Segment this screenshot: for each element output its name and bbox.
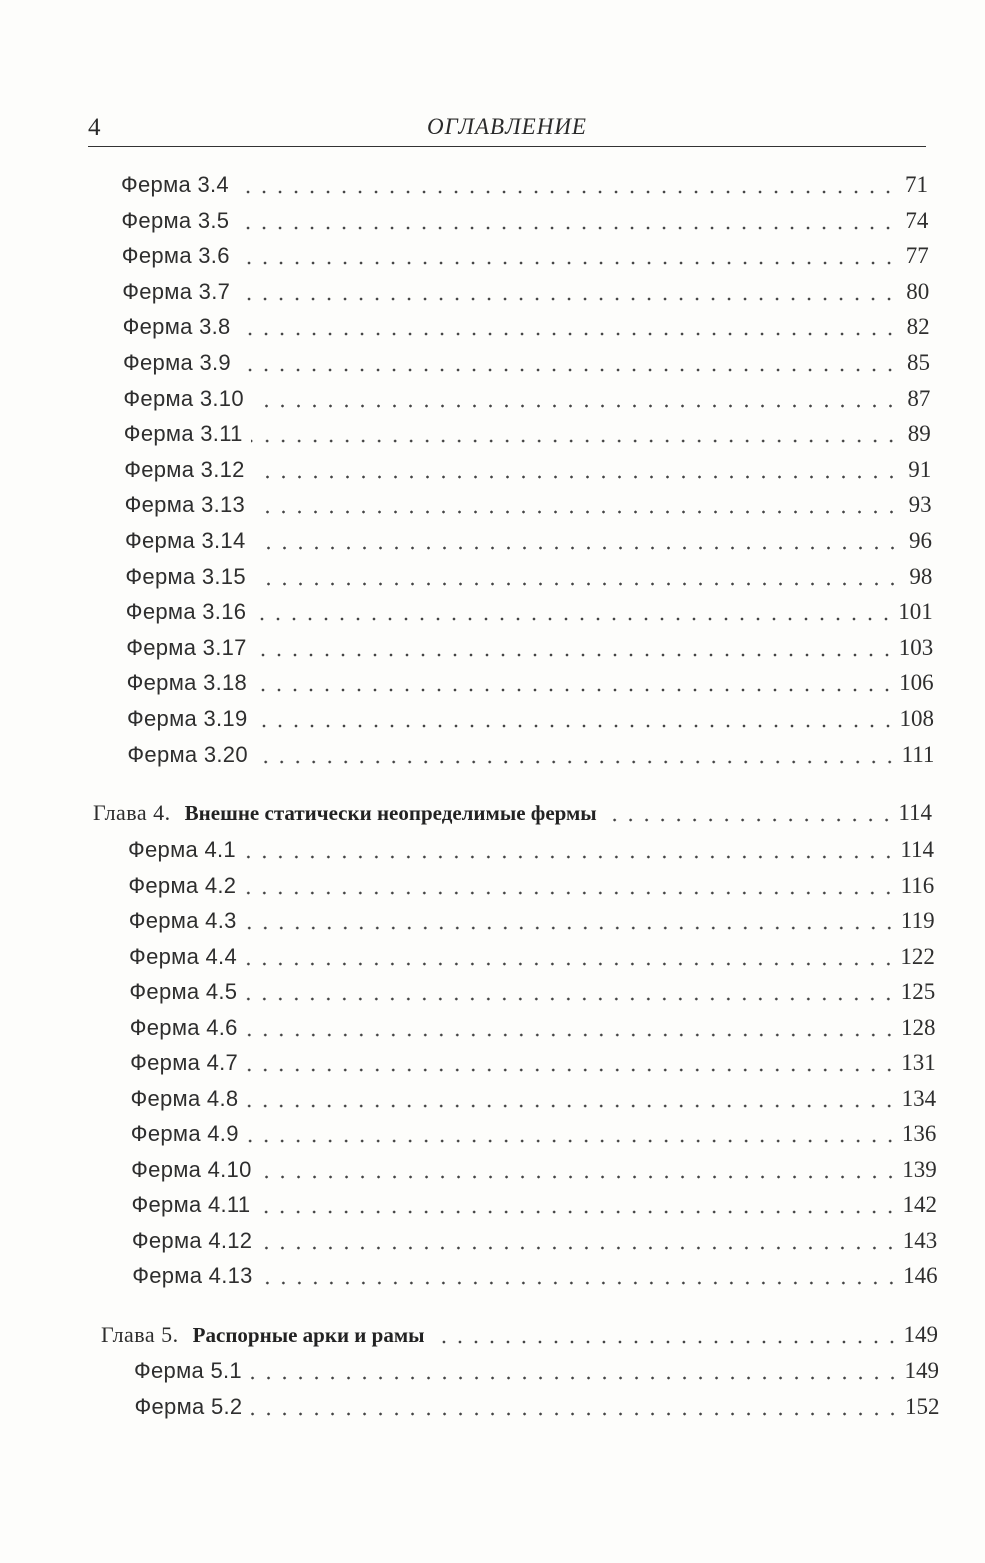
entry-page-number: 125	[900, 979, 936, 1004]
entry-label: Ферма 4.7	[130, 1050, 239, 1075]
entry-label: Ферма 4.11	[131, 1192, 251, 1217]
entry-page-number: 91	[908, 456, 932, 482]
entry-label: Ферма 3.14	[125, 528, 246, 553]
entry-label: Ферма 4.12	[131, 1227, 253, 1253]
dot-leader	[255, 652, 895, 658]
entry-page-number: 82	[906, 314, 930, 340]
dot-leader	[261, 1280, 899, 1286]
entry-page-number: 152	[905, 1394, 940, 1419]
running-title: ОГЛАВЛЕНИЕ	[427, 114, 587, 139]
entry-page-number: 136	[901, 1121, 937, 1146]
entry-label: Ферма 3.13	[124, 492, 246, 518]
toc-entry[interactable]	[131, 1157, 937, 1189]
entry-label: Ферма 3.15	[125, 563, 246, 589]
entry-page-number: 80	[906, 278, 930, 304]
toc-entry[interactable]	[122, 243, 929, 275]
entry-label: Ферма 4.10	[131, 1156, 252, 1182]
dot-leader	[258, 1209, 898, 1215]
entry-page-number: 119	[900, 908, 935, 933]
toc-entry[interactable]	[125, 492, 932, 524]
entry-label: Ферма 3.9	[123, 350, 231, 375]
dot-leader	[245, 996, 896, 1002]
dot-leader	[255, 687, 895, 693]
toc-entry[interactable]	[128, 837, 934, 869]
entry-page-number: 122	[900, 943, 935, 969]
entry-label: Ферма 3.11	[123, 421, 243, 447]
dot-leader	[256, 723, 896, 729]
entry-label: Ферма 4.6	[129, 1014, 238, 1040]
dot-leader	[237, 189, 896, 195]
toc-entry[interactable]	[127, 670, 934, 702]
dot-leader	[238, 296, 897, 302]
entry-label: Ферма 3.17	[126, 634, 247, 660]
entry-page-number: 98	[909, 563, 933, 589]
entry-page-number: 93	[908, 492, 932, 518]
dot-leader	[433, 1339, 900, 1345]
toc-entry[interactable]	[127, 742, 934, 774]
dot-leader	[251, 438, 899, 444]
dot-leader	[246, 1103, 897, 1109]
toc-entry[interactable]	[121, 172, 928, 204]
entry-label: Ферма 4.13	[132, 1263, 253, 1288]
entry-label: Ферма 4.9	[130, 1121, 239, 1146]
entry-page-number: 128	[901, 1014, 936, 1040]
entry-label: Ферма 3.7	[122, 278, 231, 304]
toc-entry[interactable]	[127, 706, 934, 738]
entry-label: Ферма 3.12	[124, 456, 245, 482]
toc-entry[interactable]	[129, 908, 935, 940]
toc-entry[interactable]	[128, 873, 934, 905]
chapter-title: Внешне статически неопределимые фермы	[184, 801, 597, 825]
dot-leader	[245, 961, 896, 967]
entry-label: Ферма 3.6	[121, 243, 230, 269]
dot-leader	[254, 545, 901, 551]
entry-page-number: 114	[898, 800, 932, 825]
entry-page-number: 77	[905, 243, 929, 269]
entry-label: Ферма 5.1	[134, 1358, 242, 1383]
entry-label: Ферма 3.19	[127, 706, 248, 731]
toc-entry[interactable]	[125, 528, 932, 560]
page-number: 4	[88, 114, 101, 141]
dot-leader	[239, 331, 898, 337]
dot-leader	[250, 1375, 901, 1381]
toc-entry[interactable]	[131, 1121, 937, 1153]
chapter-label: Глава 5.	[101, 1322, 179, 1347]
dot-leader	[253, 509, 900, 515]
entry-page-number: 108	[899, 706, 934, 731]
dot-leader	[246, 1032, 897, 1038]
dot-leader	[250, 1411, 901, 1417]
entry-page-number: 114	[900, 837, 934, 862]
entry-page-number: 85	[907, 350, 930, 375]
entry-page-number: 149	[904, 1358, 939, 1383]
dot-leader	[246, 1067, 897, 1073]
dot-leader	[244, 854, 896, 860]
entry-page-number: 96	[909, 528, 932, 553]
entry-label: Ферма 4.8	[130, 1085, 239, 1111]
entry-label: Ферма 5.2	[134, 1394, 243, 1419]
entry-page-number: 134	[901, 1085, 937, 1111]
toc-entry[interactable]	[125, 564, 932, 596]
dot-leader	[260, 1174, 899, 1180]
dot-leader	[252, 403, 899, 409]
entry-page-number: 139	[902, 1156, 937, 1182]
dot-leader	[245, 925, 897, 931]
entry-page-number: 131	[901, 1050, 936, 1075]
chapter-title: Распорные арки и рамы	[192, 1323, 425, 1347]
dot-leader	[239, 367, 898, 373]
entry-label: Ферма 4.4	[129, 943, 237, 969]
toc-entry[interactable]	[134, 1358, 939, 1390]
entry-label: Ферма 3.16	[125, 599, 247, 625]
chapter-label: Глава 4.	[93, 800, 171, 825]
dot-leader	[605, 817, 895, 823]
entry-page-number: 142	[902, 1192, 937, 1217]
dot-leader	[237, 225, 896, 231]
toc-chapter-4[interactable]	[93, 800, 932, 832]
entry-page-number: 143	[902, 1227, 938, 1253]
entry-page-number: 106	[899, 670, 934, 696]
entry-page-number: 146	[903, 1263, 938, 1288]
entry-page-number: 71	[905, 172, 928, 197]
entry-page-number: 111	[901, 741, 935, 767]
toc-entry[interactable]	[130, 1086, 936, 1118]
entry-page-number: 74	[905, 207, 929, 233]
toc-entry[interactable]	[126, 635, 933, 667]
toc-entry[interactable]	[122, 279, 929, 311]
dot-leader	[254, 581, 901, 587]
toc-entry[interactable]	[129, 979, 935, 1011]
entry-page-number: 101	[898, 599, 933, 625]
entry-page-number: 87	[907, 385, 931, 411]
toc-entry[interactable]	[123, 386, 930, 418]
toc-entry[interactable]	[132, 1228, 937, 1260]
dot-leader	[247, 1138, 898, 1144]
dot-leader	[256, 759, 898, 765]
toc-entry[interactable]	[130, 1015, 936, 1047]
entry-label: Ферма 3.4	[121, 172, 229, 197]
entry-label: Ферма 4.2	[128, 872, 237, 898]
entry-page-number: 149	[903, 1322, 938, 1347]
toc-entry[interactable]	[129, 944, 935, 976]
dot-leader	[254, 616, 894, 622]
entry-page-number: 116	[900, 872, 935, 898]
entry-label: Ферма 3.8	[122, 314, 231, 340]
dot-leader	[260, 1245, 898, 1251]
toc-chapter-5[interactable]	[101, 1322, 938, 1354]
toc-entry[interactable]	[126, 599, 933, 631]
toc-entry[interactable]	[123, 350, 930, 382]
toc-entry[interactable]	[121, 208, 928, 240]
toc-entry[interactable]	[123, 314, 930, 346]
entry-label: Ферма 3.18	[126, 670, 248, 696]
entry-label: Ферма 3.10	[123, 385, 244, 411]
entry-page-number: 103	[898, 634, 934, 660]
entry-page-number: 89	[907, 421, 931, 447]
dot-leader	[244, 890, 896, 896]
toc-entry[interactable]	[135, 1394, 940, 1426]
toc-entry[interactable]	[124, 457, 931, 489]
entry-label: Ферма 4.5	[129, 979, 238, 1004]
toc-entry[interactable]	[132, 1263, 937, 1295]
toc-entry[interactable]	[130, 1050, 936, 1082]
toc-entry[interactable]	[132, 1192, 938, 1224]
dot-leader	[238, 260, 897, 266]
entry-label: Ферма 3.20	[127, 741, 248, 767]
entry-label: Ферма 4.3	[128, 908, 237, 933]
entry-label: Ферма 4.1	[128, 837, 236, 862]
dot-leader	[253, 474, 900, 480]
toc-entry[interactable]	[124, 421, 931, 453]
entry-label: Ферма 3.5	[121, 207, 230, 233]
